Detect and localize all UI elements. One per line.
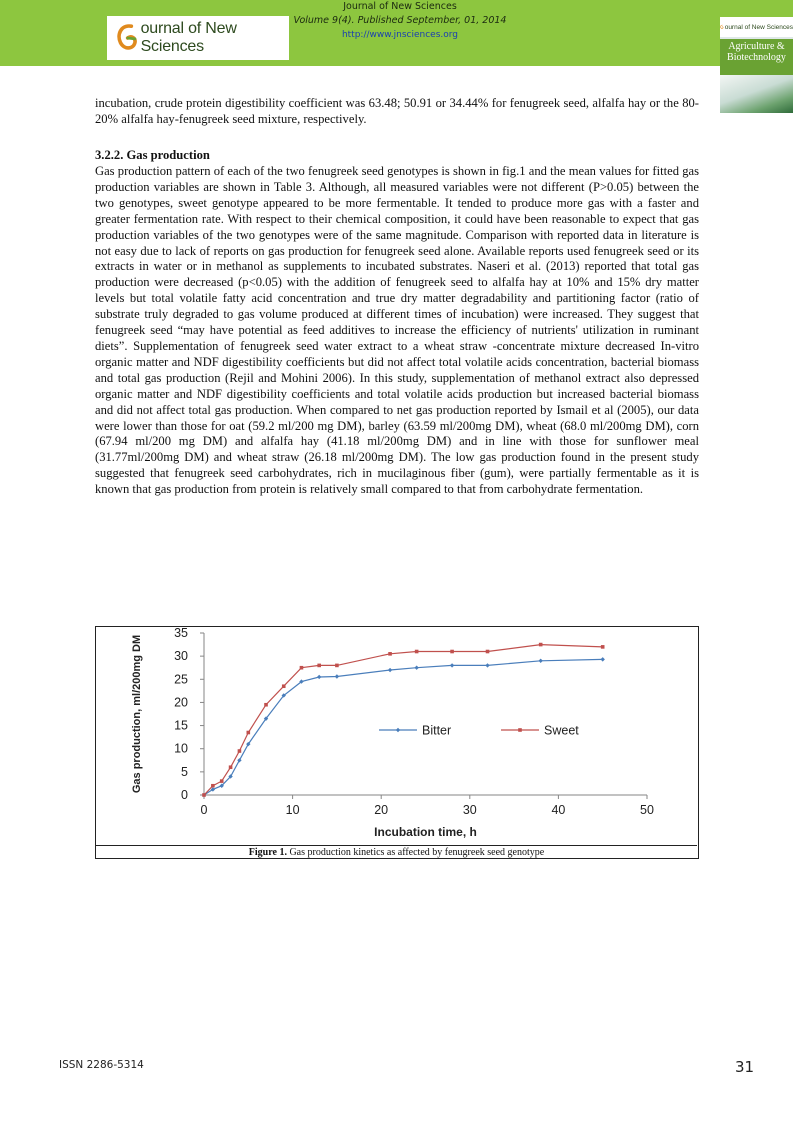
side-logo-title: Agriculture & Biotechnology [720, 39, 793, 75]
journal-name: Journal of New Sciences [343, 1, 457, 12]
y-tick-label: 20 [174, 695, 188, 710]
section-heading: 3.2.2. Gas production [95, 148, 210, 162]
gas-production-chart [96, 627, 697, 845]
data-point-sweet [539, 643, 543, 647]
legend-marker-sweet [518, 728, 522, 732]
data-point-sweet [388, 652, 392, 656]
data-point-sweet [211, 784, 215, 788]
journal-logo [107, 16, 289, 60]
data-point-sweet [282, 684, 286, 688]
data-point-sweet [229, 765, 233, 769]
data-point-sweet [317, 664, 321, 668]
footer-issn: ISSN 2286-5314 [59, 1059, 144, 1071]
data-point-sweet [335, 664, 339, 668]
data-point-sweet [601, 645, 605, 649]
figure-caption [96, 845, 697, 859]
data-point-sweet [220, 779, 224, 783]
side-logo-text: ournal of New Sciences [724, 23, 793, 31]
side-logo-photo [720, 75, 793, 113]
y-tick-label: 5 [181, 764, 188, 779]
legend-label-sweet: Sweet [544, 723, 579, 738]
data-point-bitter [388, 668, 392, 672]
data-point-sweet [415, 650, 419, 654]
x-axis-label: Incubation time, h [374, 825, 477, 839]
data-point-bitter [601, 657, 605, 661]
masthead [290, 0, 510, 42]
data-point-bitter [485, 663, 489, 667]
legend-label-bitter: Bitter [422, 723, 452, 738]
side-logo-swirl-icon [720, 20, 724, 34]
logo-swirl-icon [115, 21, 139, 55]
logo-text: ournal of New Sciences [140, 20, 237, 55]
data-point-bitter [335, 674, 339, 678]
side-logo [720, 17, 793, 113]
y-axis-label: Gas production, ml/200mg DM [131, 634, 143, 794]
data-point-sweet [238, 749, 242, 753]
data-point-bitter [414, 666, 418, 670]
data-point-bitter [317, 675, 321, 679]
x-tick-label: 30 [462, 803, 477, 817]
y-tick-label: 30 [174, 649, 188, 664]
x-tick-label: 20 [374, 803, 389, 817]
x-tick-label: 10 [285, 803, 300, 817]
y-tick-label: 25 [174, 672, 188, 687]
y-tick-label: 10 [174, 741, 188, 756]
x-tick-label: 0 [200, 803, 208, 817]
data-point-sweet [300, 666, 304, 670]
data-point-sweet [486, 650, 490, 654]
data-point-sweet [247, 731, 251, 735]
page-number: 31 [735, 1058, 755, 1076]
y-tick-label: 35 [174, 627, 188, 640]
header-band [0, 0, 793, 66]
paragraph-intro: incubation, crude protein digestibility coefficient was 63.48; 50.91 or 34.44% for fenugreek seed, alfalfa hay or the 80-20% alfalfa hay-fenugreek seed mixture, respectively. [95, 96, 699, 126]
series-line-bitter [204, 659, 603, 795]
data-point-sweet [202, 793, 206, 797]
y-tick-label: 15 [174, 718, 188, 733]
caption-label: Figure 1. [248, 847, 287, 858]
journal-url[interactable]: http://www.jnsciences.org [341, 30, 459, 40]
figure-1 [95, 626, 699, 859]
series-line-sweet [204, 645, 603, 795]
paragraph-gas-production: Gas production pattern of each of the two fenugreek seed genotypes is shown in fig.1 and the mean values for fitted gas production variables are shown in Table 3. Although, all measured variables were not different (P>0.05) between the two genotypes, sweet genotype appeared to be more fermentable. It tended to produce more gas with a faster and greater fermentation rate. With respect to their chemical composition, it could have been reasonable to expect that gas production variables of the two genotypes were of the same magnitude. Comparison with reported data in literature is not easy due to lack of reports on gas production for fenugreek seed alone. Available reports used fenugreek seed or its extracts in water or in methanol as supplements to incubated substrates. Naseri et al. (2013) reported that total gas production were decreased (p<0.05) with the addition of fenugreek seed to alfalfa hay at 10% and 15% dry matter levels but total volatile fatty acid concentration and true dry matter degradability and partitioning factor (ratio of substrate truly degraded to gas volume produced at different times of incubation) were increased. They suggest that fenugreek seed “may have potential as feed additives to increase the efficiency of nutrients' utilization in ruminant diets”. Supplementation of fenugreek seed water extract to a wheat straw -concentrate mixture decreased In-vitro organic matter and NDF digestibility coefficients but did not affect total volatile acids concentration, bacterial biomass and total gas production (Rejil and Mohini 2006). In this study, supplementation of methanol extract also depressed organic matter and NDF digestibility coefficients and total volatile acids production but increased bacterial biomass and did not affect total gas production. When compared to net gas production reported by Ismail et al (2005), our data were lower than those for oat (59.2 ml/200 mg DM), barley (63.59 ml/200mg DM), wheat (68.0 ml/200mg DM), corn (67.94 ml/200 mg DM) and alfalfa hay (41.18 ml/200mg DM) and in line with those for sunflower meal (31.77ml/200mg DM) and wheat straw (26.18 ml/200mg DM). The low gas production found in the present study suggested that fenugreek seed carbohydrates, rich in mucilaginous fiber (gum), were partially fermentable as it is known that gas production from protein is relatively small compared to that from carbohydrate fermentation. [95, 164, 699, 497]
volume-info: Volume 9(4). Published September, 01, 2014 [293, 15, 507, 26]
side-logo-header [720, 17, 793, 37]
y-tick-label: 0 [181, 788, 188, 802]
x-tick-label: 50 [640, 803, 654, 817]
data-point-bitter [538, 659, 542, 663]
legend-marker-bitter [396, 728, 400, 732]
caption-text: Gas production kinetics as affected by fenugreek seed genotype [289, 847, 545, 858]
data-point-sweet [264, 703, 268, 707]
data-point-bitter [450, 663, 454, 667]
x-tick-label: 40 [551, 803, 566, 817]
data-point-sweet [450, 650, 454, 654]
